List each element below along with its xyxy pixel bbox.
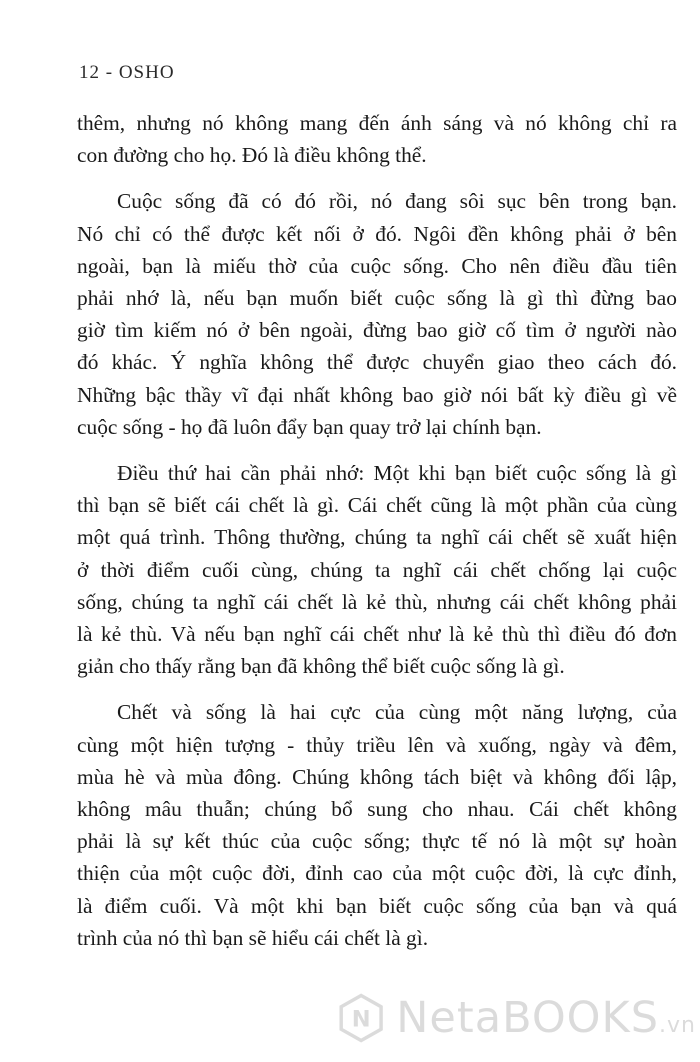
paragraph [77,107,677,171]
text-line: Những bậc thầy vĩ đại nhất không bao giờ nói bất kỳ điều gì về [77,382,677,407]
watermark-brand: NetaBOOKS [396,993,660,1043]
watermark-suffix: .vn [659,1013,696,1038]
watermark-text [396,993,696,1043]
paragraph-gap [77,682,677,696]
page-number: 12 [79,62,100,83]
text-line: Nó chỉ có thể được kết nối ở đó. Ngôi đền không phải ở bên [77,221,677,246]
paragraph [77,185,677,443]
text-line: giản cho thấy rằng bạn đã không thể biết cuộc sống là gì. [77,654,565,679]
text-line: một quá trình. Thông thường, chúng ta nghĩ cái chết sẽ xuất hiện [77,525,677,550]
text-line: là điểm cuối. Và một khi bạn biết cuộc sống của bạn và quá [77,893,677,918]
text-line: thì bạn sẽ biết cái chết là gì. Cái chết cũng là một phần của cùng [77,493,677,518]
text-line: sống, chúng ta nghĩ cái chết là kẻ thù, nhưng cái chết không phải [77,589,677,614]
page-body [77,107,677,954]
text-line: Điều thứ hai cần phải nhớ: Một khi bạn biết cuộc sống là gì [117,461,677,486]
text-line: thiện của một cuộc đời, đỉnh cao của một cuộc đời, là cực đỉnh, [77,861,677,886]
paragraph [77,457,677,682]
netabooks-logo-icon [336,989,386,1047]
text-line: phải là sự kết thúc của cuộc sống; thực tế nó là một sự hoàn [77,829,677,854]
running-header [79,62,175,84]
text-line: cuộc sống - họ đã luôn đẩy bạn quay trở lại chính bạn. [77,414,542,439]
paragraph-gap [77,443,677,457]
text-line: con đường cho họ. Đó là điều không thể. [77,143,427,168]
text-line: Cuộc sống đã có đó rồi, nó đang sôi sục bên trong bạn. [117,189,677,214]
text-line: không mâu thuẫn; chúng bổ sung cho nhau. Cái chết không [77,797,677,822]
text-line: thêm, nhưng nó không mang đến ánh sáng và nó không chỉ ra [77,111,677,135]
text-line: phải nhớ là, nếu bạn muốn biết cuộc sống là gì thì đừng bao [77,286,677,311]
text-line: ở thời điểm cuối cùng, chúng ta nghĩ cái chết chống lại cuộc [77,557,677,582]
text-line: trình của nó thì bạn sẽ hiểu cái chết là gì. [77,925,429,950]
author-name: OSHO [118,62,175,83]
paragraph-gap [77,171,677,185]
logo-letter: N [351,1006,371,1033]
watermark [336,983,696,1053]
text-line: là kẻ thù. Và nếu bạn nghĩ cái chết như là kẻ thù thì điều đó đơn [77,622,677,647]
header-separator: - [105,62,114,83]
paragraph [77,696,677,954]
text-line: ngoài, bạn là miếu thờ của cuộc sống. Cho nên điều đầu tiên [77,253,677,278]
text-line: giờ tìm kiếm nó ở bên ngoài, đừng bao giờ cố tìm ở người nào [77,318,677,343]
text-line: cùng một hiện tượng - thủy triều lên và xuống, ngày và đêm, [77,732,677,757]
text-line: đó khác. Ý nghĩa không thể được chuyển giao theo cách đó. [77,350,677,375]
text-line: Chết và sống là hai cực của cùng một năng lượng, của [117,700,677,725]
text-line: mùa hè và mùa đông. Chúng không tách biệt và không đối lập, [77,764,677,789]
